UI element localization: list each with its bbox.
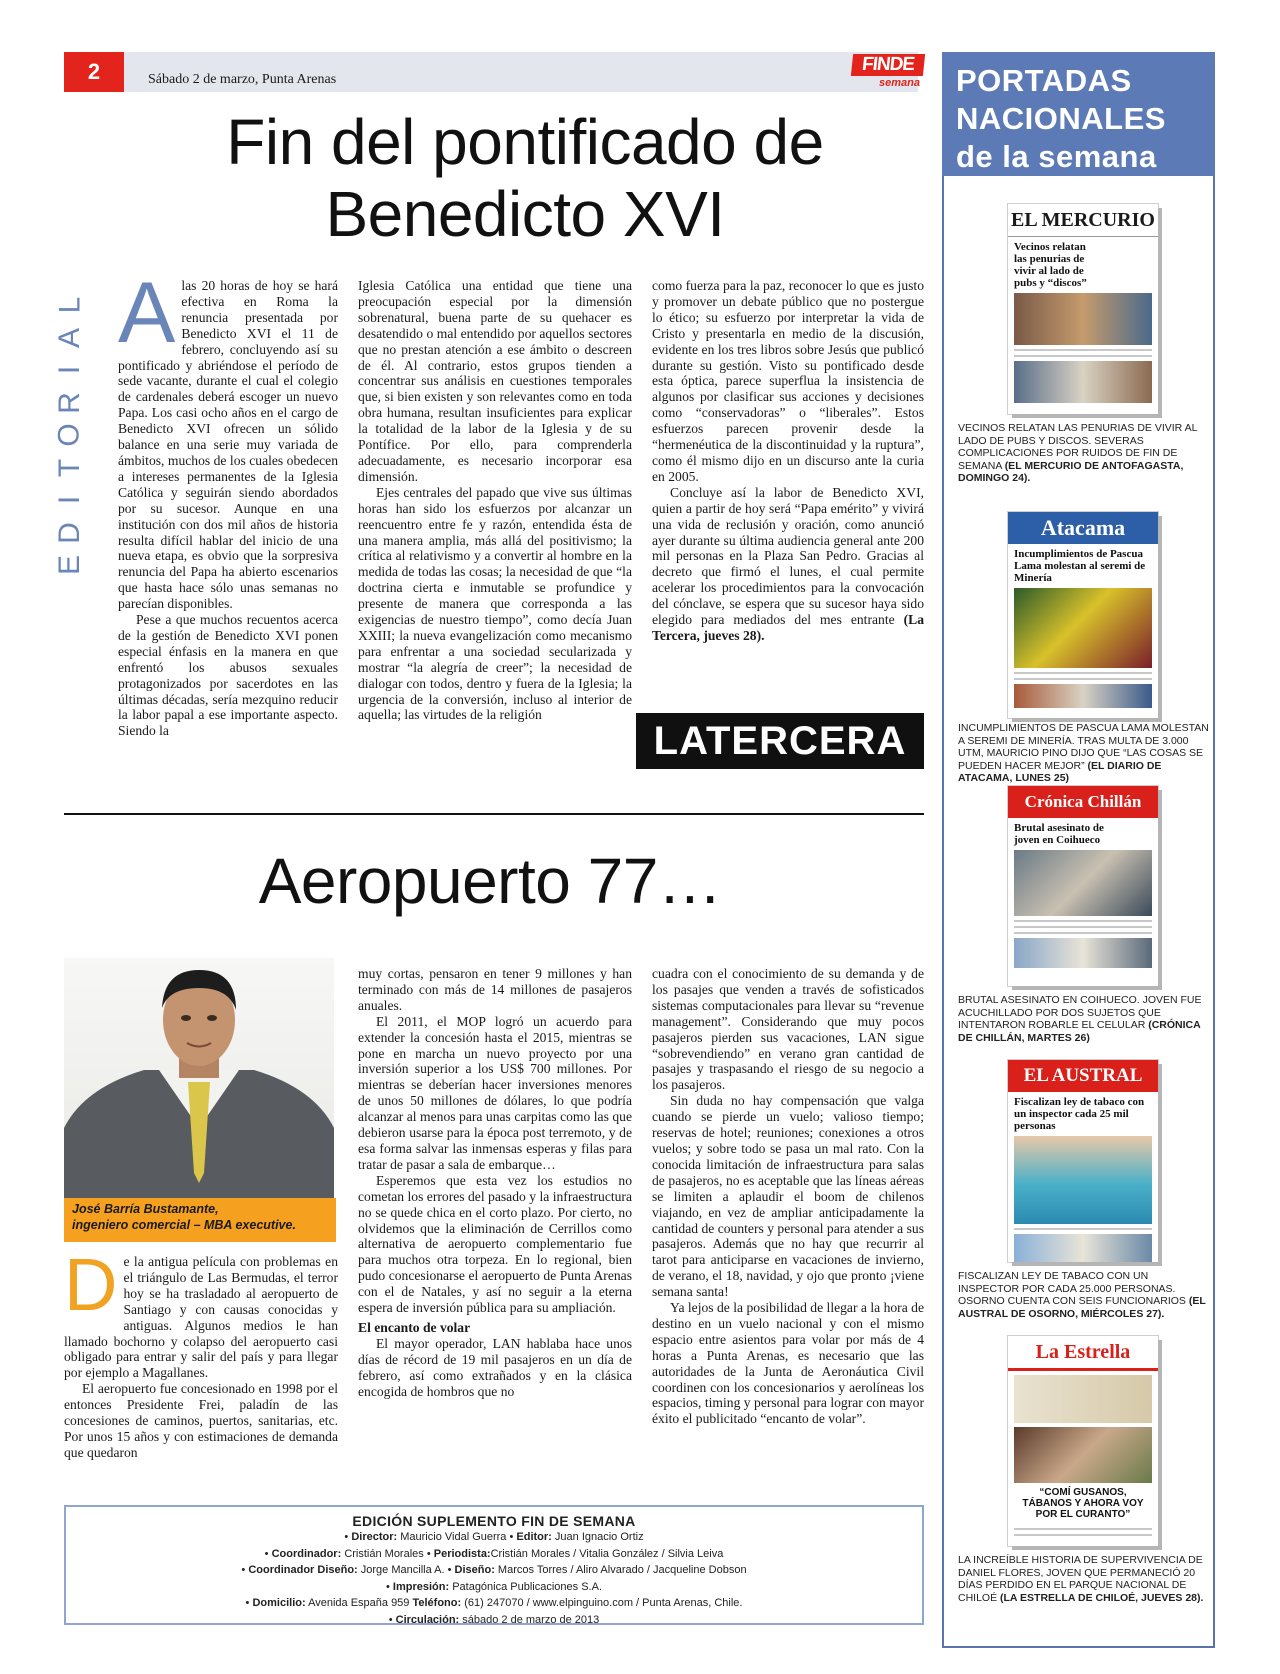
paragraph: Pese a que muchos recuentos acerca de la gestión de Benedicto XVI ponen especial énfasis en la manera en que enfrentó los abusos sexuales protagonizados por sacerdotes en las últimas décadas, sería mezquino reducir la labor papal a ese importante aspecto. Siendo la [118, 612, 338, 739]
paragraph: las 20 horas de hoy se hará efectiva en Roma la renuncia presentada por Benedicto XVI el 11 de febrero, concluyendo así su pontificado y abriéndose el período de sede vacante, durante el cual el colegio de cardenales deberá escoger un nuevo Papa. Los casi ocho años en el cargo de Benedicto XVI ofrecen un sólido balance en una serie muy variada de ámbitos, muchos de los cuales obedecen a intereses permanentes de la Iglesia Católica y seguirán siendo abordados por su sucesor. Aunque en una institución con dos mil años de historia resulta difícil hablar del inicio de una nueva etapa, es obvio que la sorpresiva renuncia del Papa ha abierto escenarios que hasta hace sólo unas semanas no parecían disponibles. [118, 278, 338, 612]
cover-caption: BRUTAL ASESINATO EN COIHUECO. JOVEN FUE ACUCHILLADO POR DOS SUJETOS QUE INTENTARON ROBARLE EL CELULAR (CRÓNICA DE CHILLÁN, MARTES 26) [958, 994, 1202, 1044]
cover-photo [1014, 1427, 1152, 1483]
paragraph: como fuerza para la paz, reconocer lo que es justo y promover un debate público que no postergue lo ético; su esfuerzo por interpretar la vida de Cristo y presentarla en medio de la discusión, evidente en los tres libros sobre Jesús que publicó durante su gestión. Visto su pontificado desde esta óptica, parece superflua la insistencia de algunos por clasificar sus acciones y decisiones como “conservadoras” o “liberales”. Estos esfuerzos parecen provenir desde la “hermenéutica de la discontinuidad y la ruptura”, como él mismo dijo en un discurso ante la curia en 2005. [652, 278, 924, 484]
column-column-2 [358, 966, 632, 1399]
section-label-letter: I [53, 495, 86, 505]
covers-rail-title-line3: de la semana [956, 139, 1157, 174]
cover-masthead: Crónica Chillán [1008, 786, 1158, 818]
editorial-column-3 [652, 278, 924, 644]
finde-logo [852, 54, 924, 94]
newspaper-cover[interactable] [1008, 786, 1158, 986]
finde-logo-bottom: semana [879, 77, 920, 89]
cover-photo [1014, 588, 1152, 668]
credits-line: • Impresión: Patagónica Publicaciones S.A. [385, 1580, 603, 1593]
column-column-1 [64, 1243, 338, 1461]
author-caption [64, 1198, 336, 1242]
section-label-letter: L [53, 296, 86, 314]
newspaper-cover[interactable] [1008, 1060, 1158, 1262]
paragraph: Iglesia Católica una entidad que tiene una preocupación especial por la dimensión sobrenatural, buena parte de su quehacer es desatendido o mal entendido por aquellos sectores que no prestan atención a ese ámbito o descreen de él. Al contrario, estos grupos tienden a concentrar sus análisis en cuestiones temporales que, si bien existen y son relevantes como en toda obra humana, resultan insuficientes para explicar la totalidad de la labor de la Iglesia y de su Pontífice. Por ello, para comprenderla adecuadamente, es necesario incorporar esa dimensión. [358, 278, 632, 484]
credits-line: • Coordinador: Cristián Morales • Periodista:Cristián Morales / Vitalia González / Silvia Leiva [264, 1547, 724, 1560]
credits-line: • Director: Mauricio Vidal Guerra • Editor: Juan Ignacio Ortiz [344, 1531, 644, 1543]
cover-caption: FISCALIZAN LEY DE TABACO CON UN INSPECTOR POR CADA 25.000 PERSONAS. OSORNO CUENTA CON SEIS FUNCIONARIOS (EL AUSTRAL DE OSORNO, MIÉRCOLES 27). [958, 1270, 1206, 1320]
paragraph: cuadra con el conocimiento de su demanda y de los pasajes que venden a través de sofisticados sistemas computacionales para llevar su “revenue management”. Considerando que muy pocos pasajeros pierden sus vacaciones, LAN sigue “sobrevendiendo” en verano gran cantidad de pasajes y traspasando el riesgo de su negocio a los pasajeros. [652, 966, 924, 1093]
cover-masthead: La Estrella [1008, 1336, 1158, 1371]
section-label-letter: A [52, 327, 86, 348]
credits-line: • Domicilio: Avenida España 959 Teléfono: (61) 247070 / www.elpinguino.com / Punta Arenas, Chile. [245, 1597, 743, 1609]
dateline: Sábado 2 de marzo, Punta Arenas [148, 72, 337, 87]
author-photo [64, 958, 334, 1198]
column-title: Aeropuerto 77… [258, 845, 722, 917]
paragraph [652, 485, 924, 644]
editorial-column-2 [358, 278, 632, 723]
author-name: José Barría Bustamante, [72, 1202, 219, 1216]
editorial-title-line2: Benedicto XVI [325, 178, 725, 250]
section-label-letter: R [52, 391, 86, 414]
covers-rail-title-line2: NACIONALES [956, 101, 1166, 136]
newspaper-cover[interactable] [1008, 512, 1158, 718]
covers-rail-title-line1: PORTADAS [956, 63, 1132, 98]
cover-caption: VECINOS RELATAN LAS PENURIAS DE VIVIR AL LADO DE PUBS Y DISCOS. SEVERAS COMPLICACIONES POR RUIDOS DE FIN DE SEMANA (EL MERCURIO DE ANTOFAGASTA, DOMINGO 24). [958, 422, 1198, 485]
cover-masthead: EL MERCURIO [1008, 204, 1158, 237]
section-label-letter: D [52, 521, 86, 544]
section-label-letter: I [53, 365, 86, 375]
covers-rail-title [942, 52, 1215, 176]
cover-photo [1014, 293, 1152, 345]
cover-masthead: Atacama [1008, 512, 1158, 544]
cover-photo [1014, 1136, 1152, 1224]
author-portrait-image [64, 958, 334, 1198]
cover-headline: “COMÍ GUSANOS, TÁBANOS Y AHORA VOY POR EL CURANTO” [1022, 1487, 1144, 1520]
section-label-letter: O [53, 423, 86, 447]
section-label-editorial [50, 290, 90, 580]
paragraph: Ejes centrales del papado que vive sus últimas horas han sido los esfuerzos por alcanzar un reencuentro entre fe y razón, entendida ésta de una manera amplia, más allá del positivismo; la crítica al relativismo y a convertir al hombre en la medida de todas las cosas; la necesidad de que “la doctrina cierta e inmutable se profundice y presente de manera que corresponda a las exigencias de nuestro tiempo”, como decía Juan XXIII; la nueva evangelización como mecanismo para enfrentar a una sociedad secularizada y mostrar “la alegría de creer”; la necesidad de dialogar con todos, dentro y fuera de la Iglesia; la urgencia de la conversión, incluso al interior de aquella; las virtudes de la religión [358, 484, 632, 723]
paragraph: Sin duda no hay compensación que valga cuando se pierde un vuelo; valioso tiempo; reservas de hotel; reuniones; conexiones a otros vuelos; y sobre todo se pasa un mal rato. Con la conocida limitación de infraestructura para salas de pasajeros, no es aceptable que las líneas aéreas se limiten a aplaudir el boom de chilenos viajando, en vez de ampliar anticipadamente la cantidad de counters y personal para atender a sus pasajeros. Además que no hay que recurrir al tarot para anticiparse en vacaciones de invierno, de verano, el 18, navidad, y ojo que pronto ¡viene semana santa! [652, 1093, 924, 1300]
paragraph: Esperemos que esta vez los estudios no cometan los errores del pasado y la infraestructura no se quede chica en el corto plazo. Por cierto, no olvidemos que la eliminación de Cerrillos como alternativa de aeropuerto complementario fue para muchos otra torpeza. En lo regional, bien pudo concesionarse el aeropuerto de Punta Arenas con el de Natales, y así no seguir a la eterna espera de inversión pública para su ampliación. [358, 1172, 632, 1316]
paragraph: El mayor operador, LAN hablaba hace unos días de récord de 19 mil pasajeros en un día de febrero, así como extrañados y en la clásica encogida de hombros que no [358, 1335, 632, 1399]
editorial-column-1 [118, 265, 338, 739]
cover-photo [1014, 684, 1152, 708]
credits-box [64, 1505, 924, 1625]
credits-line: • Coordinador Diseño: Jorge Mancilla A. • Diseño: Marcos Torres / Aliro Alvarado / Jacqueline Dobson [241, 1564, 747, 1576]
dropcap: A [118, 265, 176, 361]
la-tercera-logo: LATERCERA [636, 713, 924, 769]
cover-caption: LA INCREÍBLE HISTORIA DE SUPERVIVENCIA DE DANIEL FLORES, JOVEN QUE PERMANECIÓ 20 DÍAS PERDIDO EN EL PARQUE NACIONAL DE CHILOÉ (LA ESTRELLA DE CHILOÉ, JUEVES 28). [958, 1554, 1204, 1604]
cover-caption: INCUMPLIMIENTOS DE PASCUA LAMA MOLESTAN A SEREMI DE MINERÍA. TRAS MULTA DE 3.000 UTM, MAURICIO PINO DIJO QUE “LAS COSAS SE PUEDEN HACER MEJOR” (EL DIARIO DE ATACAMA, LUNES 25) [958, 722, 1209, 785]
subheading: El encanto de volar [358, 1319, 471, 1335]
dropcap: D [64, 1243, 118, 1326]
section-divider [64, 813, 924, 815]
paragraph-text: Concluye así la labor de Benedicto XVI, quien a partir de hoy será “Papa emérito” y vivirá una vida de reclusión y oración, como anunció ayer durante su última audiencia general ante 200 mil personas en la Plaza San Pedro. Gracias al decreto que firmó el lunes, el cual permite acelerar los procedimientos para la convocación del cónclave, se espera que su sucesor haya sido elegido para mediados del mes entrante [652, 484, 924, 628]
cover-photo [1014, 938, 1152, 968]
editorial-title-line1: Fin del pontificado de [226, 106, 824, 178]
column-column-3 [652, 966, 924, 1427]
cover-headline: Fiscalizan ley de tabaco con un inspector cada 25 mil personas [1014, 1096, 1145, 1132]
paragraph: El aeropuerto fue concesionado en 1998 por el entonces Presidente Frei, paladín de las concesiones de caminos, puertos, sanitarias, etc. Por unos 15 años y con estimaciones de demanda que quedaron [64, 1381, 338, 1460]
paragraph: Ya lejos de la posibilidad de llegar a la hora de destino en un vuelo nacional y con el mismo espacio entre asientos para volar por más de 4 horas a Punta Arenas, es necesario que las autoridades de la Junta de Aeronáutica Civil coordinen con los concesionarios y aerolíneas los espacios, timing y personal para lograr con mayor éxito el publicitado “encanto de volar”. [652, 1300, 924, 1427]
cover-photo [1014, 1375, 1152, 1423]
section-label-letter: E [52, 554, 86, 576]
paragraph: e la antigua película con problemas en el triángulo de Las Bermudas, el terror hoy se ha trasladado al aeropuerto de Santiago y con causas conocidas y antiguas. Algunos medios le han llamado bochorno y colapso del aeropuerto casi obligado para entrar y salir del país y para llegar por ejemplo a Magallanes. [64, 1254, 338, 1381]
source-note: (La Tercera, jueves 28). [652, 612, 924, 643]
paragraph: muy cortas, pensaron en tener 9 millones y han terminado con más de 14 millones de pasajeros anuales. [358, 966, 632, 1013]
author-role: ingeniero comercial – MBA executive. [72, 1218, 296, 1232]
paragraph: El 2011, el MOP logró un acuerdo para extender la concesión hasta el 2015, mientras se pone en marcha un nuevo proyecto por una inversión superior a los US$ 700 millones. Por mientras se deberían hacer inversiones menores de unos 50 millones de dólares, lo que podría alcanzar al menos para unas carpitas como las que debieron usarse para la época post terremoto, y de esa forma salvar las inmensas esperas y filas para tratar de pasar a sala de embarque… [358, 1013, 632, 1172]
cover-photo [1014, 1234, 1152, 1262]
newspaper-cover[interactable] [1008, 204, 1158, 414]
credits-line: • Circulación: sábado 2 de marzo de 2013 [388, 1613, 600, 1626]
finde-logo-top: FINDE [851, 54, 925, 76]
cover-photo [1014, 361, 1152, 403]
cover-headline: Incumplimientos de Pascua Lama molestan al seremi de Minería [1014, 548, 1146, 584]
cover-headline: Vecinos relatan las penurias de vivir al lado de pubs y “discos” [1014, 241, 1087, 289]
newspaper-cover[interactable] [1008, 1336, 1158, 1546]
page-number: 2 [64, 52, 124, 92]
cover-headline: Brutal asesinato de joven en Coihueco [1014, 822, 1104, 846]
cover-masthead: EL AUSTRAL [1008, 1060, 1158, 1092]
editorial-title [150, 106, 900, 250]
cover-photo [1014, 850, 1152, 916]
section-label-letter: T [52, 458, 86, 477]
credits-title: EDICIÓN SUPLEMENTO FIN DE SEMANA [352, 1513, 636, 1529]
